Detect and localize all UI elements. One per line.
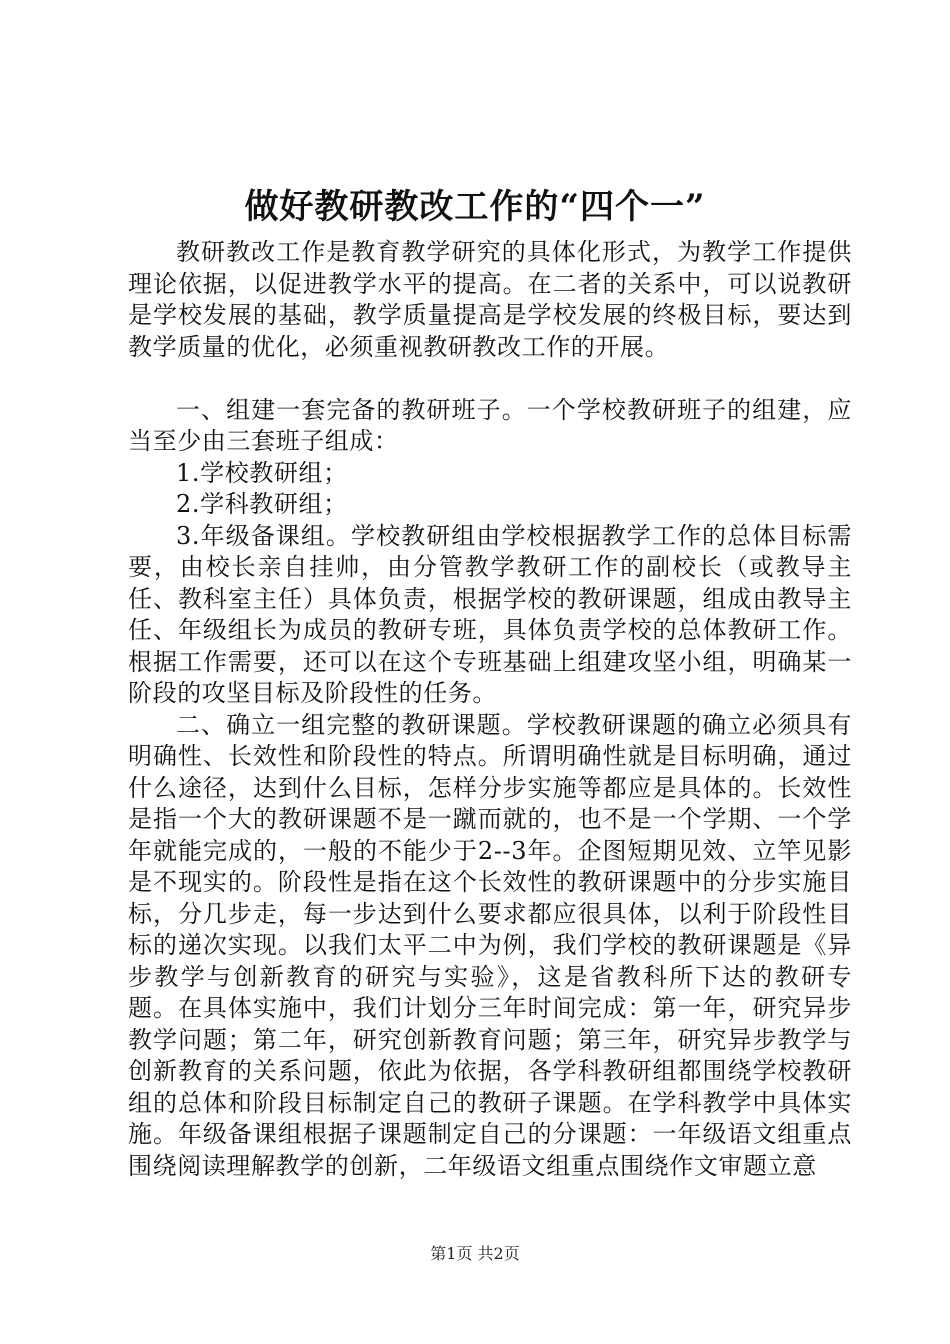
document-body bbox=[128, 237, 852, 1182]
paragraph-item-two: 2.学科教研组； bbox=[176, 490, 348, 518]
page-footer: 第1页 共2页 bbox=[430, 1244, 520, 1263]
paragraph-section-two: 二、确立一组完整的教研课题。学校教研课题的确立必须具有明确性、长效性和阶段性的特点。所谓明确性就是目标明确，通过什么途径，达到什么目标，怎样分步实施等都应是具体的。长效性是指一个大的教研课题不是一蹴而就的，也不是一个学期、一个学年就能完成的，一般的不能少于2--3年。企图短期见效、立竿见影是不现实的。阶段性是指在这个长效性的教研课题中的分步实施目标，分几步走，每一步达到什么要求都应很具体，以利于阶段性目标的递次实现。以我们太平二中为例，我们学校的教研课题是《异步教学与创新教育的研究与实验》，这是省教科所下达的教研专题。在具体实施中，我们计划分三年时间完成：第一年，研究异步教学问题；第二年，研究创新教育问题；第三年，研究异步教学与创新教育的关系问题，依此为依据，各学科教研组都围绕学校教研组的总体和阶段目标制定自己的教研子课题。在学科教学中具体实施。年级备课组根据子课题制定自己的分课题：一年级语文组重点围绕阅读理解教学的创新，二年级语文组重点围绕作文审题立意 bbox=[128, 710, 852, 1180]
paragraph-intro: 教研教改工作是教育教学研究的具体化形式，为教学工作提供理论依据，以促进教学水平的提高。在二者的关系中，可以说教研是学校发展的基础，教学质量提高是学校发展的终极目标，要达到教学质量的优化，必须重视教研教改工作的开展。 bbox=[128, 238, 852, 361]
paragraph-section-one: 一、组建一套完备的教研班子。一个学校教研班子的组建，应当至少由三套班子组成： bbox=[128, 395, 852, 455]
paragraph-item-three: 3.年级备课组。学校教研组由学校根据教学工作的总体目标需要，由校长亲自挂帅，由分管教学教研工作的副校长（或教导主任、教科室主任）具体负责，根据学校的教研课题，组成由教导主任、年级组长为成员的教研专班，具体负责学校的总体教研工作。根据工作需要，还可以在这个专班基础上组建攻坚小组，明确某一阶段的攻坚目标及阶段性的任务。 bbox=[128, 521, 852, 707]
document-title: 做好教研教改工作的“四个一” bbox=[244, 187, 706, 227]
paragraph-spacer bbox=[128, 363, 852, 395]
paragraph-item-one: 1.学校教研组； bbox=[176, 458, 348, 487]
